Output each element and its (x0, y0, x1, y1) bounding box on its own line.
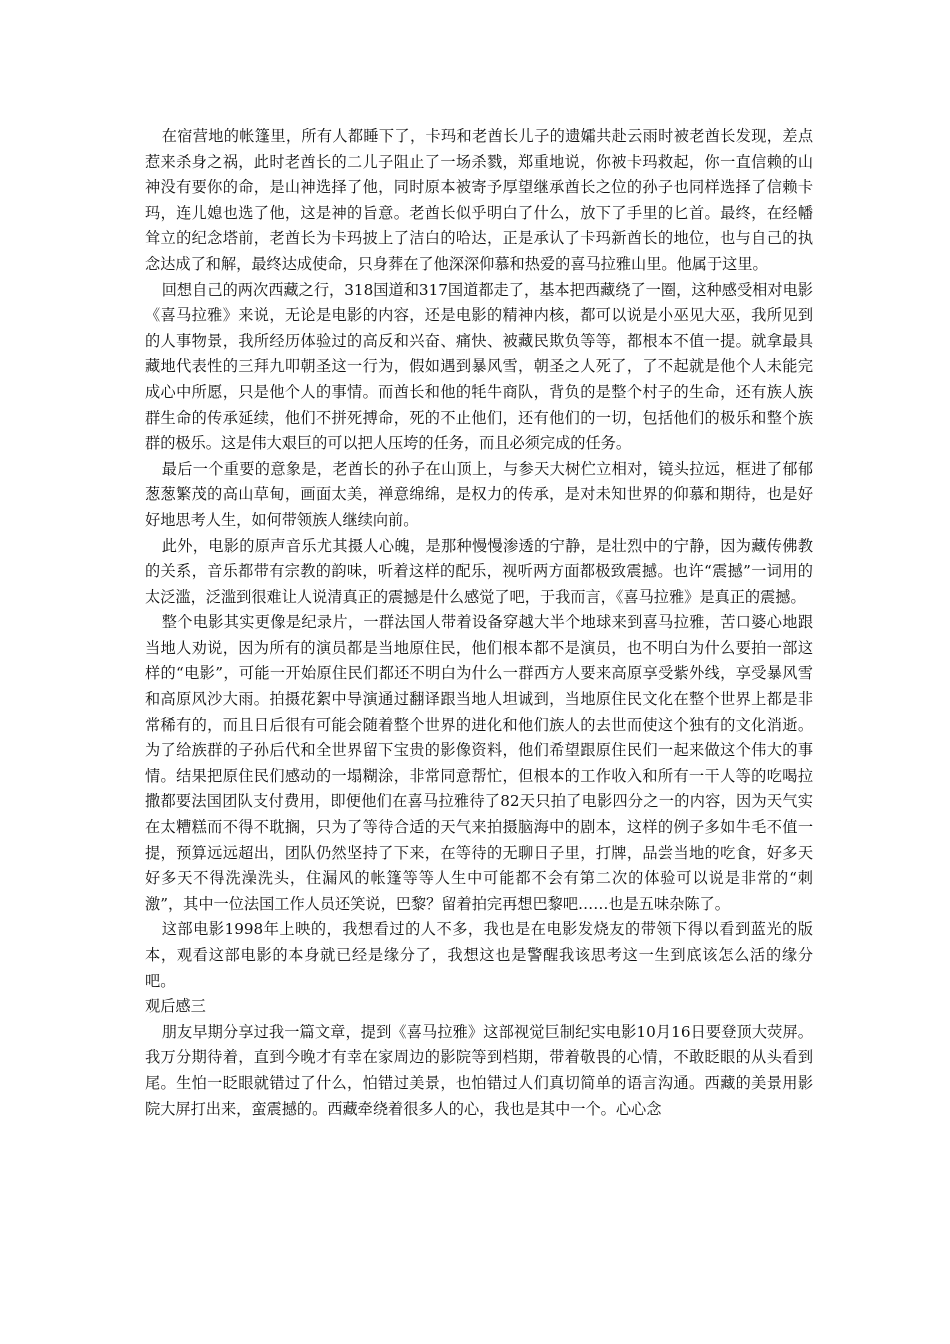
paragraph: 朋友早期分享过我一篇文章，提到《喜马拉雅》这部视觉巨制纪实电影10月16日要登顶大荧屏。我万分期待着，直到今晚才有幸在家周边的影院等到档期，带着敬畏的心情，不敢眨眼的从头看到尾。生怕一眨眼就错过了什么，怕错过美景，也怕错过人们真切简单的语言沟通。西藏的美景用影院大屏打出来，蛮震撼的。西藏牵绕着很多人的心，我也是其中一个。心心念 (145, 1022, 813, 1118)
paragraph: 最后一个重要的意象是，老酋长的孙子在山顶上，与参天大树伫立相对，镜头拉远，框进了郁郁葱葱繁茂的高山草甸，画面太美，禅意绵绵，是权力的传承，是对未知世界的仰慕和期待，也是好好地思考人生，如何带领族人继续向前。 (145, 459, 813, 529)
paragraph: 回想自己的两次西藏之行，318国道和317国道都走了，基本把西藏绕了一圈，这种感受相对电影《喜马拉雅》来说，无论是电影的内容，还是电影的精神内核，都可以说是小巫见大巫，我所见到的人事物景，我所经历体验过的高反和兴奋、痛快、被藏民欺负等等，都根本不值一提。就拿最具藏地代表性的三拜九叩朝圣这一行为，假如遇到暴风雪，朝圣之人死了，了不起就是他个人未能完成心中所愿，只是他个人的事情。而酋长和他的牦牛商队，背负的是整个村子的生命，还有族人族群生命的传承延续，他们不拼死搏命，死的不止他们，还有他们的一切，包括他们的极乐和整个族群的极乐。这是伟大艰巨的可以把人压垮的任务，而且必须完成的任务。 (145, 280, 813, 453)
paragraph: 在宿营地的帐篷里，所有人都睡下了，卡玛和老酋长儿子的遗孀共赴云雨时被老酋长发现，差点惹来杀身之祸，此时老酋长的二儿子阻止了一场杀戮，郑重地说，你被卡玛救起，你一直信赖的山神没有要你的命，是山神选择了他，同时原本被寄予厚望继承酋长之位的孙子也同样选择了信赖卡玛，连儿媳也选了他，这是神的旨意。老酋长似乎明白了什么，放下了手里的匕首。最终，在经幡耸立的纪念塔前，老酋长为卡玛披上了洁白的哈达，正是承认了卡玛新酋长的地位，也与自己的执念达成了和解，最终达成使命，只身葬在了他深深仰慕和热爱的喜马拉雅山里。他属于这里。 (145, 127, 813, 273)
paragraph: 此外，电影的原声音乐尤其摄人心魄，是那种慢慢渗透的宁静，是壮烈中的宁静，因为藏传佛教的关系，音乐都带有宗教的韵味，听着这样的配乐，视听两方面都极致震撼。也许“震撼”一词用的太泛滥，泛滥到很难让人说清真正的震撼是什么感觉了吧，于我而言，《喜马拉雅》是真正的震撼。 (145, 536, 813, 606)
document-body (145, 124, 813, 1122)
paragraph: 这部电影1998年上映的，我想看过的人不多，我也是在电影发烧友的带领下得以看到蓝光的版本，观看这部电影的本身就已经是缘分了，我想这也是警醒我该思考这一生到底该怎么活的缘分吧。 (145, 920, 813, 990)
section-heading: 观后感三 (145, 997, 206, 1016)
paragraph: 整个电影其实更像是纪录片，一群法国人带着设备穿越大半个地球来到喜马拉雅，苦口婆心地跟当地人劝说，因为所有的演员都是当地原住民，他们根本都不是演员，也不明白为什么要拍一部这样的“电影”，可能一开始原住民们都还不明白为什么一群西方人要来高原享受紫外线，享受暴风雪和高原风沙大雨。拍摄花絮中导演通过翻译跟当地人坦诚到，当地原住民文化在整个世界上都是非常稀有的，而且日后很有可能会随着整个世界的进化和他们族人的去世而使这个独有的文化消逝。为了给族群的子孙后代和全世界留下宝贵的影像资料，他们希望跟原住民们一起来做这个伟大的事情。结果把原住民们感动的一塌糊涂，非常同意帮忙，但根本的工作收入和所有一干人等的吃喝拉撒都要法国团队支付费用，即便他们在喜马拉雅待了82天只拍了电影四分之一的内容，因为天气实在太糟糕而不得不耽搁，只为了等待合适的天气来拍摄脑海中的剧本，这样的例子多如牛毛不值一提，预算远远超出，团队仍然坚持了下来，在等待的无聊日子里，打牌，品尝当地的吃食，好多天好多天不得洗澡洗头，住漏风的帐篷等等人生中可能都不会有第二次的体验可以说是非常的“刺激”，其中一位法国工作人员还笑说，巴黎？留着拍完再想巴黎吧……也是五味杂陈了。 (145, 613, 813, 913)
